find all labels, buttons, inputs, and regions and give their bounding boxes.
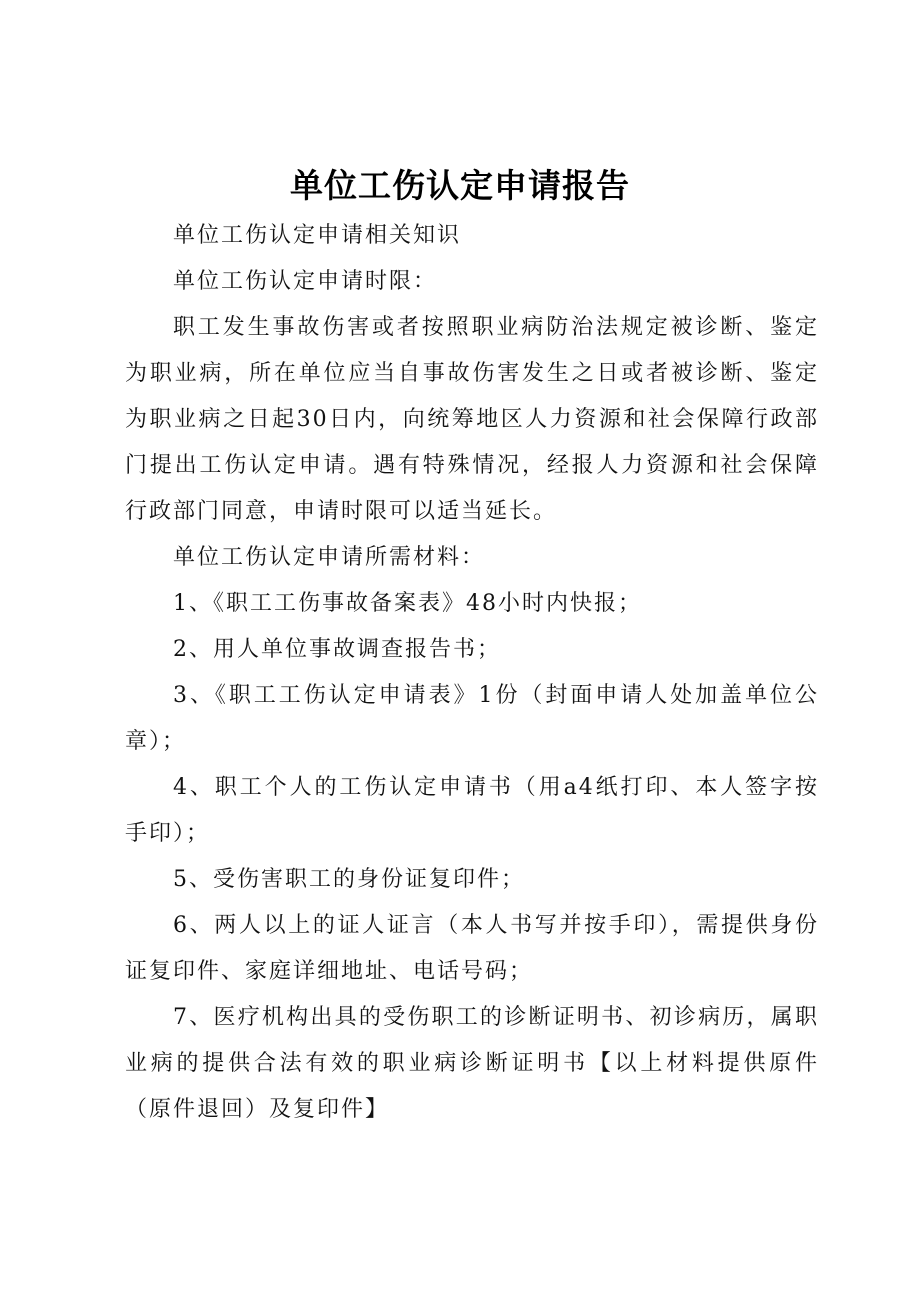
paragraph-time-limit-heading: 单位工伤认定申请时限： <box>173 269 438 294</box>
list-item-material-3: 3、《职工工伤认定申请表》1份（封面申请人处加盖单位公章）； <box>125 683 819 754</box>
document-body <box>125 213 819 1133</box>
list-item-material-7: 7、医疗机构出具的受伤职工的诊断证明书、初诊病历，属职业病的提供合法有效的职业病诊断证明书【以上材料提供原件（原件退回）及复印件】 <box>125 1005 819 1122</box>
list-item-material-1: 1、《职工工伤事故备案表》48小时内快报； <box>173 591 642 616</box>
list-item-material-4: 4、职工个人的工伤认定申请书（用a4纸打印、本人签字按手印）； <box>125 775 819 846</box>
list-item-material-6: 6、两人以上的证人证言（本人书写并按手印），需提供身份证复印件、家庭详细地址、电话号码； <box>125 913 819 984</box>
paragraph-related-knowledge: 单位工伤认定申请相关知识 <box>173 223 462 248</box>
page-title: 单位工伤认定申请报告 <box>290 166 630 205</box>
paragraph-time-limit-body: 职工发生事故伤害或者按照职业病防治法规定被诊断、鉴定为职业病，所在单位应当自事故伤害发生之日或者被诊断、鉴定为职业病之日起30日内，向统筹地区人力资源和社会保障行政部门提出工伤认定申请。遇有特殊情况，经报人力资源和社会保障行政部门同意，申请时限可以适当延长。 <box>125 315 819 524</box>
list-item-material-5: 5、受伤害职工的身份证复印件； <box>173 867 525 892</box>
list-item-material-2: 2、用人单位事故调查报告书； <box>173 637 501 662</box>
paragraph-materials-heading: 单位工伤认定申请所需材料： <box>173 545 486 570</box>
